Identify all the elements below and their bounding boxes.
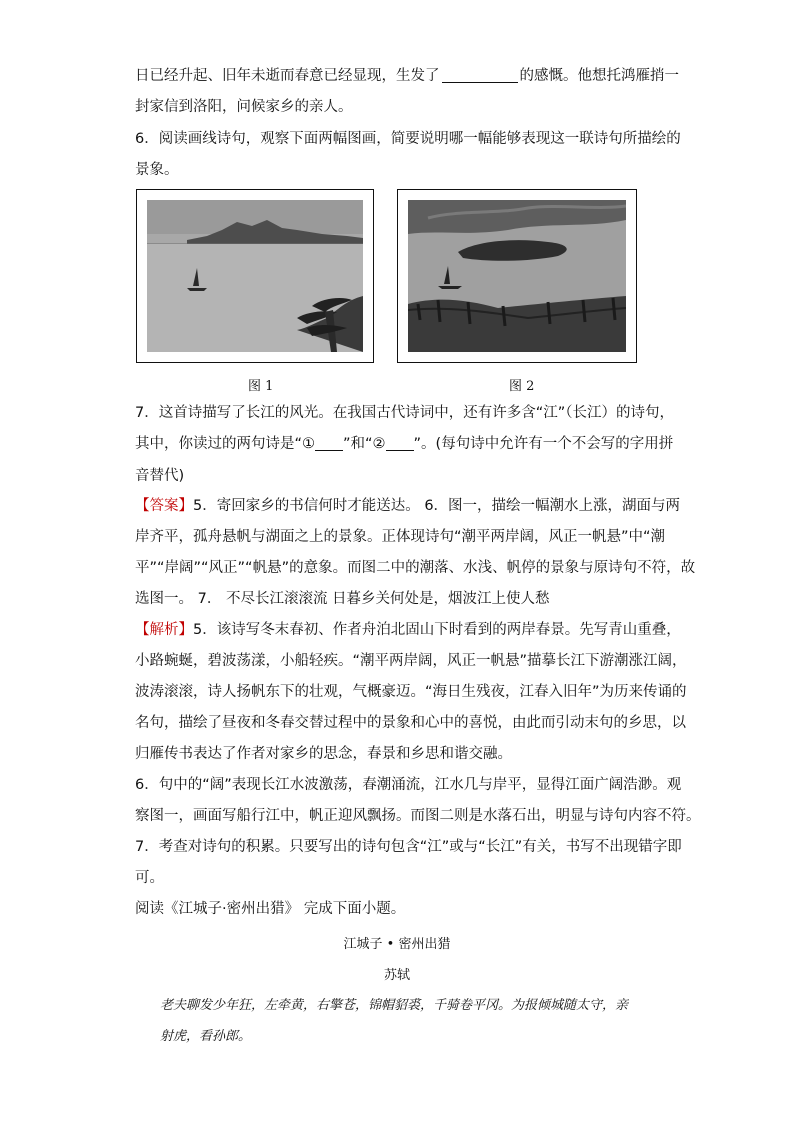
text-line: 日已经升起、旧年未逝而春意已经显现，生发了 的感慨。他想托鸿雁捎一 — [135, 68, 679, 84]
question-7: 7．这首诗描写了长江的风光。在我国古代诗词中，还有许多含“江”（长江）的诗句， — [135, 405, 674, 421]
analysis-line: 波涛滚滚，诗人扬帆东下的壮观，气概豪迈。“海日生残夜，江春入旧年”为历来传诵的 — [135, 684, 687, 700]
analysis-line: 名句，描绘了昼夜和冬春交替过程中的景象和心中的喜悦，由此而引动末句的乡思，以 — [135, 715, 686, 731]
figure-1-caption: 图 1 — [248, 379, 274, 394]
answer-line: 岸齐平，孤舟悬帆与湖面之上的景象。正体现诗句“潮平两岸阔，风正一帆悬”中“潮 — [135, 529, 666, 545]
figure-2-caption: 图 2 — [509, 379, 535, 394]
question-6-cont: 景象。 — [135, 162, 179, 178]
analysis-line: 归雁传书表达了作者对家乡的思念，春景和乡思和谐交融。 — [135, 746, 512, 762]
analysis-line: 7．考查对诗句的积累。只要写出的诗句包含“江”或与“长江”有关，书写不出现错字即 — [135, 839, 682, 855]
text-line: 封家信到洛阳，问候家乡的亲人。 — [135, 99, 353, 115]
question-7-cont: 其中，你读过的两句诗是“① ”和“② ”。(每句诗中允许有一个不会写的字用拼 — [135, 436, 674, 452]
poem-line: 射虎，看孙郎。 — [160, 1029, 252, 1044]
answer-line: 【答案】5．寄回家乡的书信何时才能送达。 6．图一，描绘一幅潮水上涨，湖面与两 — [135, 498, 681, 514]
question-6: 6．阅读画线诗句，观察下面两幅图画，简要说明哪一幅能够表现这一联诗句所描绘的 — [135, 131, 681, 147]
fill-blank[interactable] — [442, 68, 518, 83]
poem-line: 老夫聊发少年狂，左牵黄，右擎苍，锦帽貂裘，千骑卷平冈。为报倾城随太守，亲 — [160, 998, 629, 1013]
analysis-line: 小路蜿蜒，碧波荡漾，小船轻疾。“潮平两岸阔，风正一帆悬”描摹长江下游潮涨江阔， — [135, 653, 687, 669]
poem-title: 江城子 • 密州出猎 — [343, 937, 451, 952]
poem-author: 苏轼 — [383, 968, 410, 983]
question-7-cont: 音替代) — [135, 468, 185, 484]
analysis-tag: 【解析】 — [135, 622, 193, 638]
fill-blank-1[interactable] — [315, 436, 343, 451]
answer-line: 平”“岸阔”“风正”“帆悬”的意象。而图二中的潮落、水浅、帆停的景象与原诗句不符，故 — [135, 560, 696, 576]
figure-2-image — [397, 189, 637, 363]
analysis-line: 6．句中的“阔”表现长江水波激荡，春潮涌流，江水几与岸平，显得江面广阔浩渺。观 — [135, 777, 682, 793]
answer-line: 选图一。 7． 不尽长江滚滚流 日暮乡关何处是，烟波江上使人愁 — [135, 591, 550, 607]
reading-intro: 阅读《江城子·密州出猎》 完成下面小题。 — [135, 901, 406, 917]
analysis-line: 察图一，画面写船行江中，帆正迎风飘扬。而图二则是水落石出，明显与诗句内容不符。 — [135, 808, 701, 824]
analysis-line: 【解析】5．该诗写冬末春初、作者舟泊北固山下时看到的两岸春景。先写青山重叠， — [135, 622, 681, 638]
analysis-line: 可。 — [135, 870, 164, 886]
figure-1-image — [136, 189, 374, 363]
fill-blank-2[interactable] — [386, 436, 414, 451]
answer-tag: 【答案】 — [135, 498, 193, 514]
